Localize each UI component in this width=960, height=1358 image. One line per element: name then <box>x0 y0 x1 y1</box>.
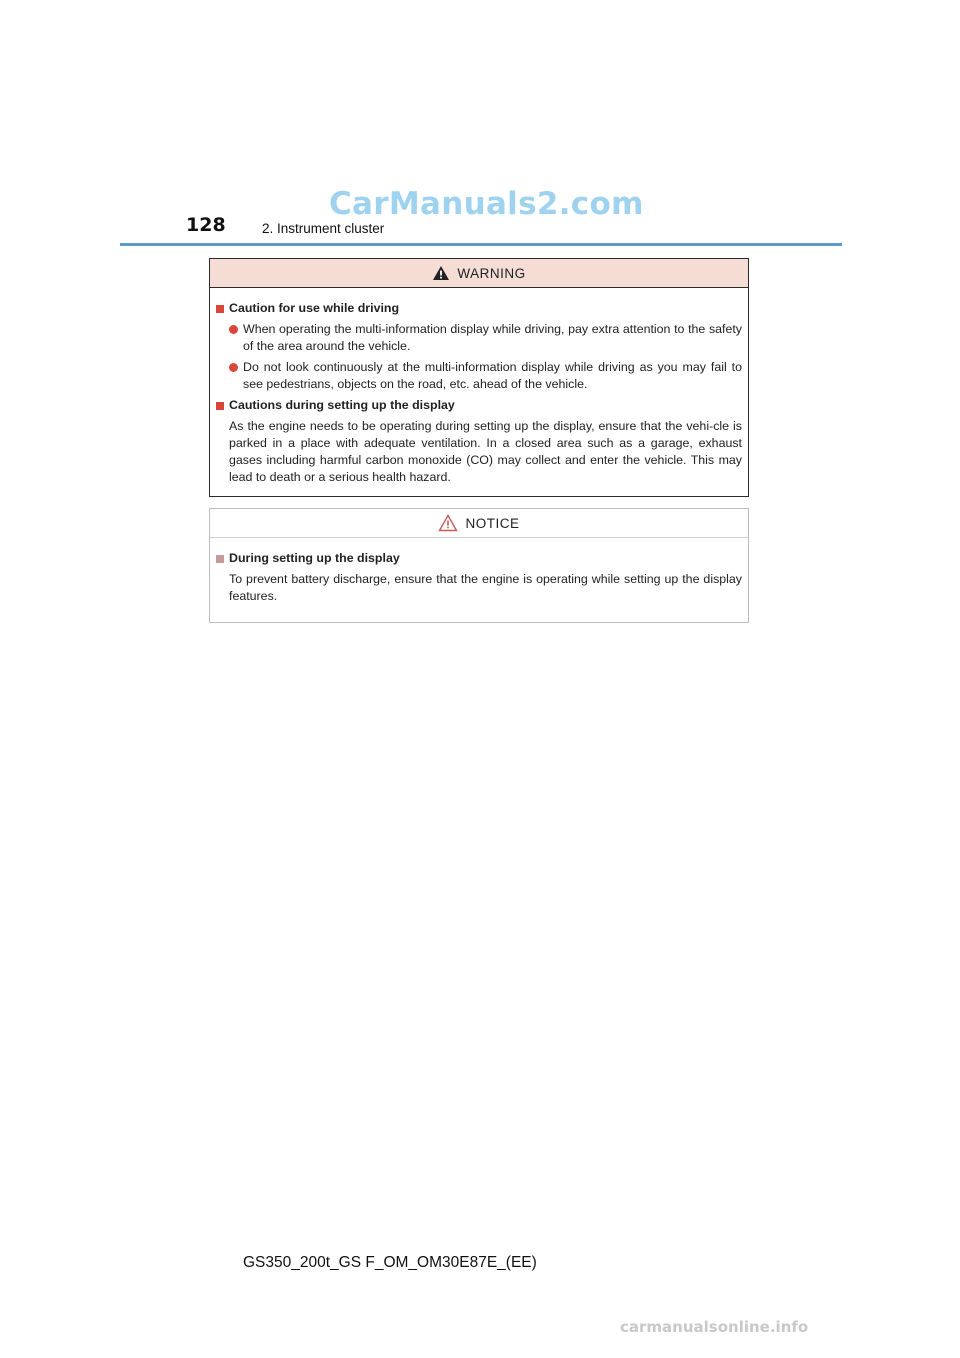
section-title: 2. Instrument cluster <box>262 221 385 236</box>
warning-paragraph: As the engine needs to be operating during setting up the display, ensure that the vehi-cle is parked in a place with adequate ventilation. In a closed area such as a garage, exhaust gases including harmful carbon monoxide (CO) may collect and enter the vehicle. This may lead to death or a serious health hazard. <box>229 419 742 484</box>
notice-paragraph: To prevent battery discharge, ensure that the engine is operating while setting up the display features. <box>229 572 742 603</box>
header-rule <box>120 243 842 246</box>
square-bullet-icon <box>216 305 224 313</box>
warning-bullet <box>229 321 742 355</box>
page-number: 128 <box>186 214 226 236</box>
warning-section-heading <box>216 300 742 317</box>
watermark-logo: CarManuals2.com <box>329 186 644 222</box>
heading-text: Caution for use while driving <box>229 301 400 315</box>
warning-box <box>209 258 749 497</box>
heading-text: Cautions during setting up the display <box>229 398 455 412</box>
footer-document-code: GS350_200t_GS F_OM_OM30E87E_(EE) <box>243 1254 537 1271</box>
circle-bullet-icon <box>229 325 238 334</box>
square-bullet-icon <box>216 555 224 563</box>
warning-title: WARNING <box>457 265 526 281</box>
notice-box <box>209 508 749 623</box>
footer-watermark: carmanualsonline.info <box>620 1318 809 1336</box>
bullet-text: When operating the multi-information display while driving, pay extra attention to the safety of the area around the vehicle. <box>243 322 742 353</box>
notice-header <box>210 509 748 538</box>
notice-triangle-icon <box>438 514 458 532</box>
warning-section-heading <box>216 397 742 414</box>
bullet-text: Do not look continuously at the multi-information display while driving as you may fail to see pedestrians, objects on the road, etc. ahead of the vehicle. <box>243 360 742 391</box>
warning-bullet <box>229 359 742 393</box>
notice-title: NOTICE <box>465 515 520 531</box>
warning-triangle-icon <box>432 265 450 281</box>
notice-heading <box>216 550 742 567</box>
circle-bullet-icon <box>229 363 238 372</box>
heading-text: During setting up the display <box>229 551 400 565</box>
square-bullet-icon <box>216 402 224 410</box>
warning-header <box>210 259 748 288</box>
warning-body <box>210 288 748 486</box>
notice-body <box>210 538 748 605</box>
